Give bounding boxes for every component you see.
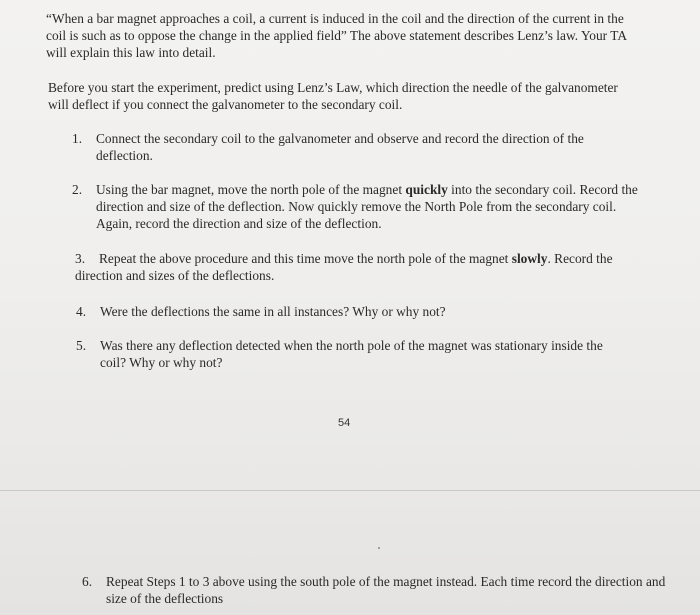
intro-paragraph: “When a bar magnet approaches a coil, a current is induced in the coil and the direction of the current in the coil is such as to oppose the change in the applied field” The above statement describes Lenz’s law. Your TA will explain this law into detail. (46, 11, 627, 60)
list-item-text (75, 250, 620, 284)
page-number: 54 (338, 417, 351, 429)
list-item-text: Was there any deflection detected when the north pole of the magnet was stationary inside the coil? Why or why not? (100, 338, 603, 370)
text-run: into the secondary coil. Record the direction and size of the deflection. Now quickly remove the North Pole from the secondary coil. Again, record the direction and size of the deflection. (96, 182, 638, 231)
text-run: Using the bar magnet, move the north pole of the magnet (96, 182, 406, 197)
list-item-text (96, 181, 641, 232)
text-run: . Record the direction and sizes of the deflections. (75, 251, 613, 283)
list-item-number: 5. (76, 338, 87, 353)
list-item-text: Connect the secondary coil to the galvanometer and observe and record the direction of the deflection. (96, 131, 584, 163)
text-run: Repeat the above procedure and this time move the north pole of the magnet (99, 251, 512, 266)
page-divider (0, 490, 700, 491)
list-item-number: 1. (72, 131, 83, 146)
prediction-paragraph: Before you start the experiment, predict using Lenz’s Law, which direction the needle of the galvanometer will deflect if you connect the galvanometer to the secondary coil. (48, 80, 618, 112)
list-item-number: 2. (72, 182, 83, 197)
list-item-text: Repeat Steps 1 to 3 above using the south pole of the magnet instead. Each time record the direction and size of the deflections (106, 574, 666, 606)
page-speck (378, 547, 380, 549)
emphasis-text: slowly (511, 251, 548, 266)
list-item-number: 6. (82, 574, 93, 589)
emphasis-text: quickly (405, 182, 448, 197)
list-item-number: 3. (75, 251, 86, 266)
list-item-text: Were the deflections the same in all instances? Why or why not? (100, 304, 446, 319)
list-item-number: 4. (76, 304, 87, 319)
